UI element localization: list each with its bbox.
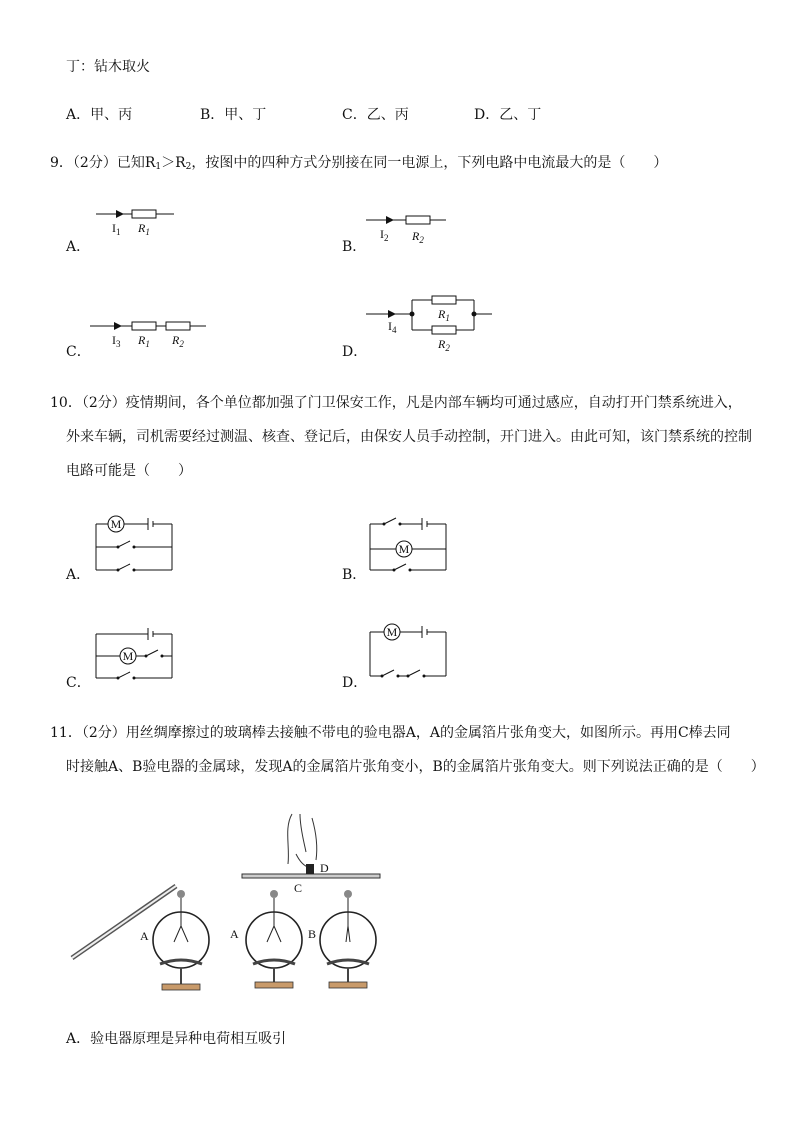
motor-label: M xyxy=(386,625,398,639)
label-a-right: A xyxy=(230,927,239,941)
q10-stem-line-3: 电路可能是（ ） xyxy=(66,463,192,479)
q9-option-d-label: D． xyxy=(342,344,368,360)
current-label: $I_1$ xyxy=(112,221,121,237)
q11-stem-line-1: 11．（2分）用丝绸摩擦过的玻璃棒去接触不带电的验电器A，A的金属箔片张角变大，如图所示。再用C棒去同 xyxy=(50,725,731,741)
resistor-label: $R_2$ xyxy=(172,333,184,349)
hand-icon xyxy=(288,814,317,868)
q9-circuit-c xyxy=(86,316,212,352)
q8-option-c: C．乙、丙 xyxy=(342,107,409,123)
q8-option-d: D．乙、丁 xyxy=(474,107,542,123)
q9-circuit-a xyxy=(92,204,182,240)
resistor-label: $R_1$ xyxy=(138,333,150,349)
q10-option-c-label: C． xyxy=(66,675,91,691)
q10-option-b-label: B． xyxy=(342,567,367,583)
q9-option-c-label: C． xyxy=(66,344,91,360)
label-b: B xyxy=(308,927,317,941)
motor-label: M xyxy=(122,649,134,663)
resistor-label: $R_1$ xyxy=(438,307,450,323)
q8-item-ding: 丁：钻木取火 xyxy=(66,59,150,75)
q9-stem: 9．（2分）已知$R_1>R_2$，按图中的四种方式分别接在同一电源上，下列电路中电流最大的是（ ） xyxy=(50,155,668,172)
q10-circuit-a xyxy=(90,512,180,578)
q11-stem-line-2: 时接触A、B验电器的金属球，发现A的金属箔片张角变小，B的金属箔片张角变大。则下列说法正确的是（ ） xyxy=(66,759,765,775)
electroscope-b xyxy=(320,890,376,988)
q10-circuit-b xyxy=(364,512,454,578)
q10-circuit-c xyxy=(90,622,180,688)
q9-circuit-d xyxy=(362,288,502,354)
current-label: $I_4$ xyxy=(388,319,397,335)
q10-option-a-label: A． xyxy=(66,567,91,583)
q10-stem-line-2: 外来车辆，司机需要经过测温、核查、登记后，由保安人员手动控制，开门进入。由此可知，该门禁系统的控制 xyxy=(66,429,752,445)
q11-electroscope-figure xyxy=(64,806,394,998)
q10-circuit-d xyxy=(364,620,454,686)
q10-stem-line-1: 10．（2分）疫情期间，各个单位都加强了门卫保安工作，凡是内部车辆均可通过感应，自动打开门禁系统进入， xyxy=(50,395,742,411)
electroscope-a-right xyxy=(246,890,302,988)
q11-option-a: A．验电器原理是异种电荷相互吸引 xyxy=(66,1031,287,1047)
rod-handle xyxy=(306,864,314,874)
electroscope-a-left xyxy=(153,890,209,990)
resistor-label: $R_2$ xyxy=(438,337,450,353)
current-label: $I_2$ xyxy=(380,227,389,243)
q8-option-a: A．甲、丙 xyxy=(66,107,133,123)
q8-option-b: B．甲、丁 xyxy=(200,107,267,123)
resistor-label: $R_2$ xyxy=(412,229,424,245)
q9-option-a-label: A． xyxy=(66,239,91,255)
motor-label: M xyxy=(110,517,122,531)
label-d: D xyxy=(320,861,329,875)
label-c: C xyxy=(294,881,303,895)
q10-option-d-label: D． xyxy=(342,675,368,691)
q9-option-b-label: B． xyxy=(342,239,367,255)
c-rod xyxy=(242,874,380,878)
motor-label: M xyxy=(398,542,410,556)
q9-circuit-b xyxy=(362,210,452,246)
resistor-label: $R_1$ xyxy=(138,221,150,237)
label-a-left: A xyxy=(140,929,149,943)
current-label: $I_3$ xyxy=(112,333,121,349)
